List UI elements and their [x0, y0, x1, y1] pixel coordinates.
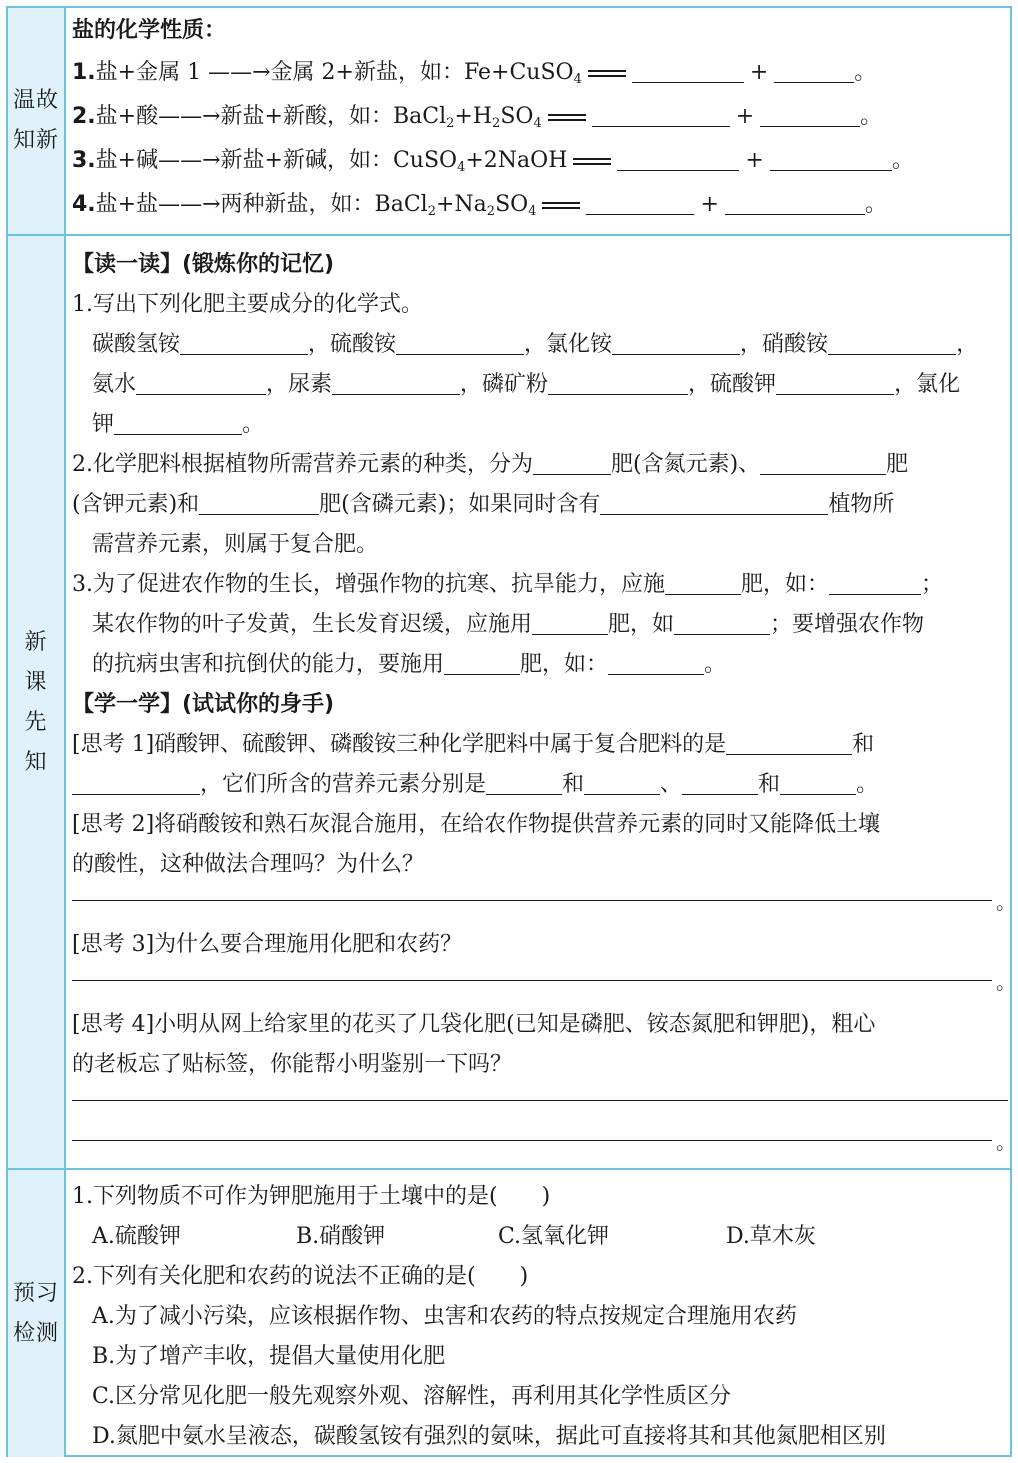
equals-sign	[542, 202, 580, 209]
answer-blank[interactable]	[828, 330, 956, 355]
question-2-line-2: (含钾元素)和 肥(含磷元素)；如果同时含有 植物所	[72, 492, 895, 517]
review-item-1: 1.盐+金属 1 ——→金属 2+新盐，如：Fe+CuSO$_4$ + 。	[72, 60, 877, 87]
learn-heading: 【学一学】(试试你的身手)	[72, 692, 335, 717]
read-heading: 【读一读】(锻炼你的记忆)	[72, 252, 335, 277]
answer-blank[interactable]	[584, 770, 660, 795]
question-3-line-2: 某农作物的叶子发黄，生长发育迟缓，应施用 肥，如 ；要增强农作物	[92, 612, 925, 637]
period-mark: 。	[996, 890, 1016, 914]
test-q1-option-d[interactable]: D.草木灰	[726, 1224, 816, 1249]
answer-blank[interactable]	[600, 490, 828, 515]
new-lesson-side-text: 新 课 先 知	[24, 630, 48, 775]
answer-blank[interactable]	[665, 570, 741, 595]
answer-blank[interactable]	[592, 102, 730, 127]
preview-test-section	[8, 1168, 1010, 1457]
question-3-line-3: 的抗病虫害和抗倒伏的能力，要施用 肥，如： 。	[92, 652, 727, 677]
answer-blank[interactable]	[725, 190, 865, 215]
answer-blank[interactable]	[533, 450, 611, 475]
answer-blank[interactable]	[774, 58, 854, 83]
answer-blank[interactable]	[608, 650, 704, 675]
answer-blank[interactable]	[548, 370, 688, 395]
review-side-text: 温故 知新	[12, 88, 59, 153]
new-lesson-side-label	[8, 236, 66, 1170]
question-2-line-1: 2.化学肥料根据植物所需营养元素的种类，分为 肥(含氮元素)、 肥	[72, 452, 909, 477]
answer-line[interactable]	[72, 1140, 992, 1141]
answer-blank[interactable]	[760, 102, 860, 127]
test-q2-option-d[interactable]: D.氮肥中氨水呈液态，碳酸氢铵有强烈的氨味，据此可直接将其和其他氮肥相区别	[92, 1424, 886, 1449]
test-question-1: 1.下列物质不可作为钾肥施用于土壤中的是( )	[72, 1184, 551, 1209]
question-2-line-3: 需营养元素，则属于复合肥。	[92, 532, 379, 557]
q1-row-1: 碳酸氢铵 ，硫酸铵 ，氯化铵 ，硝酸铵 ，	[92, 332, 979, 357]
answer-blank[interactable]	[682, 770, 758, 795]
answer-blank[interactable]	[776, 370, 894, 395]
answer-line[interactable]	[72, 980, 992, 981]
period-mark: 。	[996, 970, 1016, 994]
think-4-line-1: [思考 4]小明从网上给家里的花买了几袋化肥(已知是磷肥、铵态氮肥和钾肥)，粗心	[72, 1012, 876, 1037]
answer-line[interactable]	[72, 900, 992, 901]
answer-blank[interactable]	[72, 770, 200, 795]
equals-sign	[548, 114, 586, 121]
answer-blank[interactable]	[780, 770, 856, 795]
q1-row-3: 钾 。	[92, 412, 265, 437]
preview-side-text: 预习 检测	[12, 1280, 59, 1346]
think-3-line-1: [思考 3]为什么要合理施用化肥和农药？	[72, 932, 463, 957]
answer-blank[interactable]	[760, 450, 886, 475]
answer-line[interactable]	[72, 1100, 1008, 1101]
test-q2-option-c[interactable]: C.区分常见化肥一般先观察外观、溶解性，再利用其化学性质区分	[92, 1384, 732, 1409]
review-title: 盐的化学性质：	[72, 18, 227, 43]
answer-blank[interactable]	[770, 146, 892, 171]
think-1-line-1: [思考 1]硝酸钾、硫酸钾、磷酸铵三种化学肥料中属于复合肥料的是 和	[72, 732, 875, 757]
preview-side-label	[8, 1170, 66, 1457]
equals-sign	[573, 158, 611, 165]
answer-blank[interactable]	[829, 570, 921, 595]
answer-blank[interactable]	[486, 770, 562, 795]
test-q2-option-b[interactable]: B.为了增产丰收，提倡大量使用化肥	[92, 1344, 446, 1369]
answer-blank[interactable]	[136, 370, 266, 395]
answer-blank[interactable]	[586, 190, 694, 215]
question-3-line-1: 3.为了促进农作物的生长，增强作物的抗寒、抗旱能力，应施 肥，如： ；	[72, 572, 944, 597]
worksheet	[6, 6, 1016, 1457]
review-item-4: 4.盐+盐——→两种新盐，如：$BaCl_2+Na_2SO_4$ + 。	[72, 192, 887, 219]
test-question-2: 2.下列有关化肥和农药的说法不正确的是( )	[72, 1264, 529, 1289]
review-item-3: 3.盐+碱——→新盐+新碱，如：CuSO$_4$+2NaOH + 。	[72, 148, 914, 175]
new-lesson-section	[8, 234, 1016, 1170]
think-2-line-2: 的酸性，这种做法合理吗？为什么？	[72, 852, 425, 877]
answer-blank[interactable]	[444, 650, 520, 675]
answer-blank[interactable]	[396, 330, 524, 355]
answer-blank[interactable]	[199, 490, 319, 515]
q1-row-2: 氨水 ，尿素 ，磷矿粉 ，硫酸钾 ，氯化	[92, 372, 961, 397]
think-2-line-1: [思考 2]将硝酸铵和熟石灰混合施用，在给农作物提供营养元素的同时又能降低土壤	[72, 812, 881, 837]
answer-blank[interactable]	[180, 330, 308, 355]
answer-blank[interactable]	[617, 146, 739, 171]
answer-blank[interactable]	[612, 330, 740, 355]
period-mark: 。	[996, 1130, 1016, 1154]
think-1-line-2: ，它们所含的营养元素分别是 和 、 和 。	[72, 770, 878, 800]
answer-blank[interactable]	[114, 410, 242, 435]
review-section	[8, 8, 1010, 234]
test-q1-option-a[interactable]: A.硫酸钾	[92, 1224, 181, 1249]
answer-blank[interactable]	[674, 610, 770, 635]
answer-blank[interactable]	[632, 58, 744, 83]
test-q1-option-b[interactable]: B.硝酸钾	[296, 1224, 386, 1249]
question-1: 1.写出下列化肥主要成分的化学式。	[72, 292, 423, 317]
equals-sign	[588, 70, 626, 77]
answer-blank[interactable]	[332, 370, 460, 395]
answer-blank[interactable]	[532, 610, 608, 635]
review-side-label	[8, 8, 66, 234]
test-q1-option-c[interactable]: C.氢氧化钾	[498, 1224, 610, 1249]
answer-blank[interactable]	[726, 730, 852, 755]
think-4-line-2: 的老板忘了贴标签，你能帮小明鉴别一下吗？	[72, 1052, 513, 1077]
review-item-2: 2.盐+酸——→新盐+新酸，如：$BaCl_2+H_2SO_4$ + 。	[72, 104, 883, 131]
test-q2-option-a[interactable]: A.为了减小污染，应该根据作物、虫害和农药的特点按规定合理施用农药	[92, 1304, 797, 1329]
